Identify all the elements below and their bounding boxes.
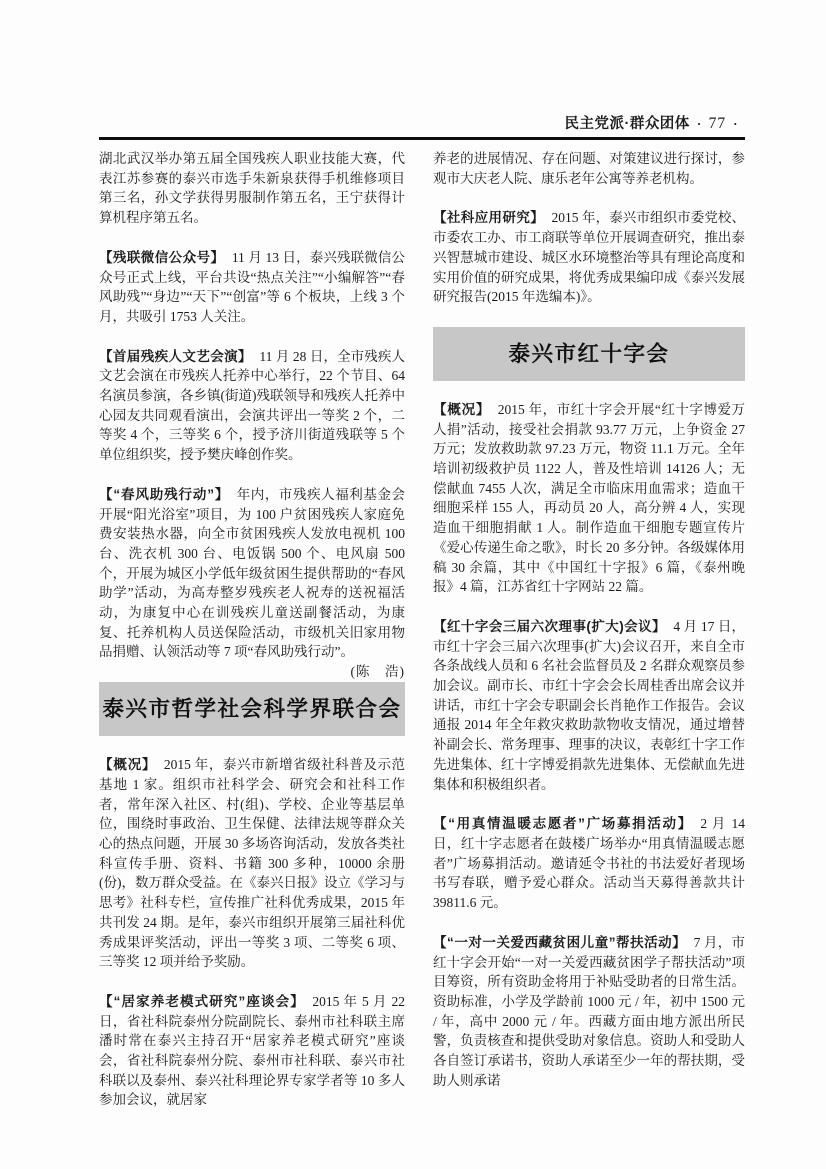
header-rule: [99, 137, 745, 140]
left-column: [99, 149, 405, 1110]
entry-text: 2 月 14 日，红十字志愿者在鼓楼广场举办“用真情温暖志愿者”广场募捐活动。邀请延令书社的书法爱好者现场书写春联，赠予爱心群众。活动当天募得善款共计 39811.6 元。: [433, 816, 745, 911]
attribution: (陈 浩): [350, 664, 405, 680]
entry-paragraph: [99, 755, 405, 972]
entry-text: 养老的进展情况、存在问题、对策建议进行探讨，参观市大庆老人院、康乐老年公寓等养老机构。: [433, 151, 745, 186]
page-header: [99, 112, 745, 132]
entry-paragraph: [433, 400, 745, 597]
entry-label: 【首届残疾人文艺会演】: [99, 348, 252, 364]
entry-text: 湖北武汉举办第五届全国残疾人职业技能大赛，代表江苏参赛的泰兴市选手朱新泉获得手机维修项目第三名，孙文学获得男服制作第五名，王宁获得计算机程序第五名。: [99, 151, 405, 226]
continuation-paragraph: [433, 149, 745, 188]
header-dot-left: ·: [696, 116, 702, 131]
right-column: [433, 149, 745, 1110]
entry-label: 【“居家养老模式研究”座谈会】: [99, 993, 305, 1009]
entry-text: 年内，市残疾人福利基金会开展“阳光浴室”项目，为 100 户贫困残疾人家庭免费安装热水器，向全市贫困残疾人发放电视机 100 台、洗衣机 300 台、电饭锅 500 个、电风扇 500 个，开展为城区小学低年级贫困生提供帮助的“春风助学”活动，为高寿整岁残疾老人祝寿的送祝福活动，为康复中心在训残疾儿童送副餐活动，为康复、托养机构人员送保险活动，市级机关旧家用物品捐赠、认领活动等 7 项“春风助残行动”。: [99, 486, 406, 660]
entry-paragraph: [99, 992, 405, 1110]
continuation-paragraph: [99, 149, 405, 228]
entry-text: 2015 年 5 月 22 日，省社科院泰州分院副院长、泰州市社科联主席潘时常在泰兴主持召开“居家养老模式研究”座谈会，省社科院泰州分院、泰州市社科联、泰兴市社科联以及泰州、泰兴社科理论界专家学者等 10 多人参加会议，就居家: [99, 993, 406, 1108]
entry-paragraph: [433, 617, 745, 794]
entry-paragraph: [99, 485, 406, 680]
entry-text: 11 月 28 日，全市残疾人文艺会演在市残疾人托养中心举行，22 个节目、64 名演员参演，各乡镇(街道)残联领导和残疾人托养中心园友共同观看演出，会演共评出一等奖 2 个，二等奖 4 个，三等奖 6 个，授予济川街道残联等 5 个单位组织奖，授予樊庆峰创作奖。: [99, 348, 405, 463]
content-columns: [99, 149, 745, 1110]
header-section-title: 民主党派·群众团体: [564, 116, 690, 132]
entry-paragraph: [433, 814, 745, 913]
entry-paragraph: [99, 347, 405, 465]
entry-text: 4 月 17 日，市红十字会三届六次理事(扩大)会议召开，来自全市各条战线人员和 6 名社会监督员及 2 名群众观察员参加会议。副市长、市红十字会会长周桂香出席会议并讲话，市红十字会专职副会长肖艳作工作报告。会议通报 2014 年全年救灾救助款物收支情况，通过增替补副会长、常务理事、理事的决议，表彰红十字工作先进集体、红十字博爱捐款先进集体、无偿献血先进集体和积极组织者。: [433, 618, 746, 792]
entry-label: 【“一对一关爱西藏贫困儿童”帮扶活动】: [433, 934, 687, 950]
section-heading-text: 泰兴市哲学社会科学界联合会: [102, 697, 402, 722]
entry-text: 2015 年，泰兴市新增省级社科普及示范基地 1 家。组织市社科学会、研究会和社科工作者，常年深入社区、村(组)、学校、企业等基层单位，围绕时事政治、卫生保健、法律法规等群众关心的热点问题，开展 30 多场咨询活动，发放各类社科宣传手册、资料、书籍 300 多种，10000 余册(份)，数万群众受益。在《泰兴日报》设立《学习与思考》社科专栏，宣传推广社科优秀成果，2015 年共刊发 24 期。是年，泰兴市组织开展第三届社科优秀成果评奖活动，评出一等奖 3 项、二等奖 6 项、三等奖 12 项并给予奖励。: [99, 757, 406, 970]
entry-label: 【红十字会三届六次理事(扩大)会议】: [433, 618, 666, 634]
page-number: 77: [708, 115, 727, 132]
entry-label: 【概况】: [433, 401, 491, 417]
entry-label: 【概况】: [99, 757, 157, 773]
entry-paragraph: [99, 248, 405, 327]
header-dot-right: ·: [733, 116, 738, 131]
entry-paragraph: [433, 933, 745, 1091]
entry-paragraph: [433, 208, 745, 307]
section-heading-box: [99, 682, 405, 736]
entry-text: 7 月，市红十字会开始“一对一关爱西藏贫困学子帮扶活动”项目筹资，所有资助金将用于补贴受助者的日常生活。资助标准，小学及学龄前 1000 元 / 年，初中 1500 元 / 年，高中 2000 元 / 年。西藏方面由地方派出所民警，负责核查和提供受助对象信息。资助人和受助人各自签订承诺书，资助人承诺至少一年的帮扶期，受助人则承诺: [433, 934, 745, 1088]
entry-text: 2015 年，泰兴市组织市委党校、市委农工办、市工商联等单位开展调查研究，推出泰兴智慧城市建设、城区水环境整治等具有理论高度和实用价值的研究成果，将优秀成果编印成《泰兴发展研究报告(2015 年选编本)》。: [433, 210, 745, 305]
entry-label: 【社科应用研究】: [433, 210, 545, 226]
section-heading-text: 泰兴市红十字会: [508, 341, 670, 366]
entry-label: 【“春风助残行动”】: [99, 486, 230, 502]
entry-text: 2015 年，市红十字会开展“红十字博爱万人捐”活动，接受社会捐款 93.77 万元，上争资金 27 万元；发放救助款 97.23 万元，物资 11.1 万元。全年培训初级救护员 1122 人，普及性培训 14126 人；无偿献血 7455 人次，满足全市临床用血需求；造血干细胞采样 155 人，再动员 20 人，高分辨 4 人，实现造血干细胞捐献 1 人。制作造血干细胞专题宣传片《爱心传递生命之歌》，时长 20 多分钟。各级媒体用稿 30 余篇，其中《中国红十字报》6 篇，《泰州晚报》4 篇，江苏省红十字网站 22 篇。: [433, 401, 746, 595]
entry-text: 11 月 13 日，泰兴残联微信公众号正式上线，平台共设“热点关注”“小编解答”“春风助残”“身边”“天下”“创富”等 6 个板块，上线 3 个月，共吸引 1753 人关注。: [99, 249, 406, 324]
entry-label: 【残联微信公众号】: [99, 249, 225, 265]
entry-label: 【“用真情温暖志愿者”广场募捐活动】: [433, 816, 693, 832]
section-heading-box: [433, 327, 745, 381]
